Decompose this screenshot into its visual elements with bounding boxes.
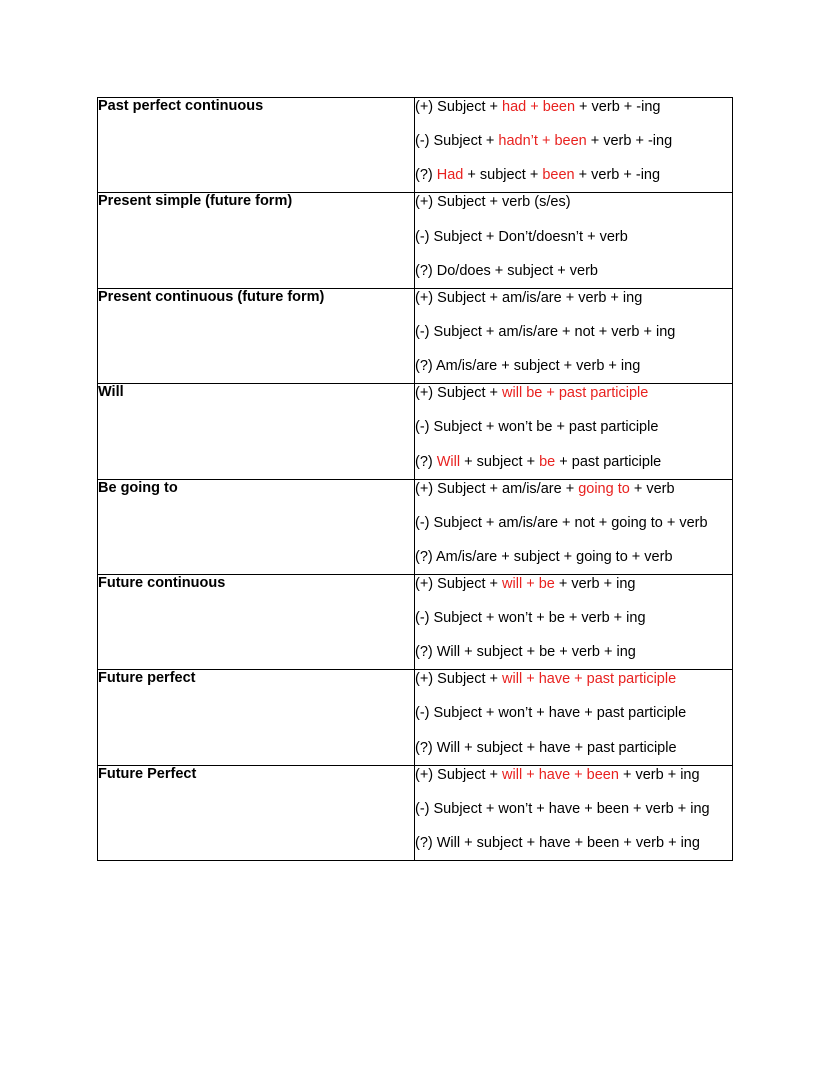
form-line xyxy=(415,766,732,800)
form-line xyxy=(415,289,732,323)
tense-forms-cell xyxy=(415,384,733,479)
table-row xyxy=(98,98,733,193)
text-segment: (?) Will + subject + be + verb + ing xyxy=(415,644,636,661)
tense-name-cell: Past perfect continuous xyxy=(98,98,415,193)
text-segment: + subject + xyxy=(460,453,540,470)
text-segment: (+) Subject + xyxy=(415,766,503,783)
form-line xyxy=(415,739,732,765)
form-line xyxy=(415,548,732,574)
table-row xyxy=(98,574,733,669)
highlighted-segment: Will xyxy=(436,453,461,470)
form-line xyxy=(415,514,732,548)
text-segment: (-) Subject + am/is/are + not + going to + verb xyxy=(415,514,708,531)
highlighted-segment: will + have + past participle xyxy=(502,671,677,688)
text-segment: (-) Subject + won’t be + past participle xyxy=(415,419,659,436)
text-segment: (?) Am/is/are + subject + going to + verb xyxy=(415,548,673,565)
text-segment: (+) Subject + xyxy=(415,575,503,592)
highlighted-segment: hadn’t + been xyxy=(498,133,587,150)
form-line xyxy=(415,480,732,514)
text-segment: (+) Subject + am/is/are + xyxy=(415,480,579,497)
tense-name-cell: Future perfect xyxy=(98,670,415,765)
highlighted-segment: Had xyxy=(436,167,464,184)
text-segment: + subject + xyxy=(463,167,543,184)
form-line xyxy=(415,262,732,288)
text-segment: + past participle xyxy=(555,453,662,470)
form-line xyxy=(415,704,732,738)
text-segment: (-) Subject + xyxy=(415,133,499,150)
text-segment: (+) Subject + xyxy=(415,99,503,115)
highlighted-segment: will + be xyxy=(502,575,555,592)
table-row xyxy=(98,765,733,860)
form-line xyxy=(415,228,732,262)
text-segment: (-) Subject + won’t + have + been + verb + ing xyxy=(415,800,710,817)
tense-forms-cell xyxy=(415,670,733,765)
highlighted-segment: had + been xyxy=(502,99,576,115)
text-segment: (?) Will + subject + have + past participle xyxy=(415,739,677,756)
table-row xyxy=(98,479,733,574)
text-segment: (+) Subject + xyxy=(415,385,503,402)
form-line xyxy=(415,166,732,192)
tense-table xyxy=(97,97,733,861)
tense-name-cell: Be going to xyxy=(98,479,415,574)
text-segment: (+) Subject + xyxy=(415,671,503,688)
text-segment: (?) Am/is/are + subject + verb + ing xyxy=(415,358,641,375)
table-row xyxy=(98,384,733,479)
table-row xyxy=(98,670,733,765)
form-line xyxy=(415,609,732,643)
text-segment: + verb xyxy=(629,480,675,497)
text-segment: (?) xyxy=(415,453,437,470)
form-line xyxy=(415,193,732,227)
form-line xyxy=(415,98,732,132)
highlighted-segment: be xyxy=(539,453,556,470)
tense-forms-cell xyxy=(415,479,733,574)
form-line xyxy=(415,357,732,383)
text-segment: + verb + -ing xyxy=(574,167,661,184)
table-row xyxy=(98,193,733,288)
text-segment: (-) Subject + won’t + be + verb + ing xyxy=(415,610,646,627)
text-segment: (?) xyxy=(415,167,437,184)
form-line xyxy=(415,643,732,669)
highlighted-segment: been xyxy=(542,167,575,184)
highlighted-segment: will be + past participle xyxy=(502,385,649,402)
form-line xyxy=(415,834,732,860)
tense-forms-cell xyxy=(415,765,733,860)
text-segment: (?) Do/does + subject + verb xyxy=(415,262,598,279)
text-segment: (?) Will + subject + have + been + verb + ing xyxy=(415,835,700,851)
text-segment: (-) Subject + won’t + have + past participle xyxy=(415,705,687,722)
form-line xyxy=(415,453,732,479)
text-segment: + verb + -ing xyxy=(575,99,661,115)
tense-forms-cell xyxy=(415,288,733,383)
form-line xyxy=(415,132,732,166)
form-line xyxy=(415,418,732,452)
text-segment: + verb + -ing xyxy=(586,133,673,150)
form-line xyxy=(415,670,732,704)
form-line xyxy=(415,575,732,609)
text-segment: + verb + ing xyxy=(618,766,700,783)
form-line xyxy=(415,384,732,418)
tense-name-cell: Future continuous xyxy=(98,574,415,669)
tense-name-cell: Present continuous (future form) xyxy=(98,288,415,383)
form-line xyxy=(415,800,732,834)
tense-forms-cell xyxy=(415,574,733,669)
highlighted-segment: will + have + been xyxy=(502,766,619,783)
tense-forms-cell xyxy=(415,98,733,193)
text-segment: (-) Subject + Don’t/doesn’t + verb xyxy=(415,228,628,245)
tense-table-body xyxy=(98,98,733,861)
text-segment: (-) Subject + am/is/are + not + verb + ing xyxy=(415,323,676,340)
tense-forms-cell xyxy=(415,193,733,288)
text-segment: (+) Subject + am/is/are + verb + ing xyxy=(415,289,643,306)
tense-name-cell: Will xyxy=(98,384,415,479)
text-segment: + verb + ing xyxy=(554,575,636,592)
highlighted-segment: going to xyxy=(578,480,630,497)
form-line xyxy=(415,323,732,357)
tense-name-cell: Present simple (future form) xyxy=(98,193,415,288)
tense-name-cell: Future Perfect xyxy=(98,765,415,860)
text-segment: (+) Subject + verb (s/es) xyxy=(415,194,571,211)
table-row xyxy=(98,288,733,383)
